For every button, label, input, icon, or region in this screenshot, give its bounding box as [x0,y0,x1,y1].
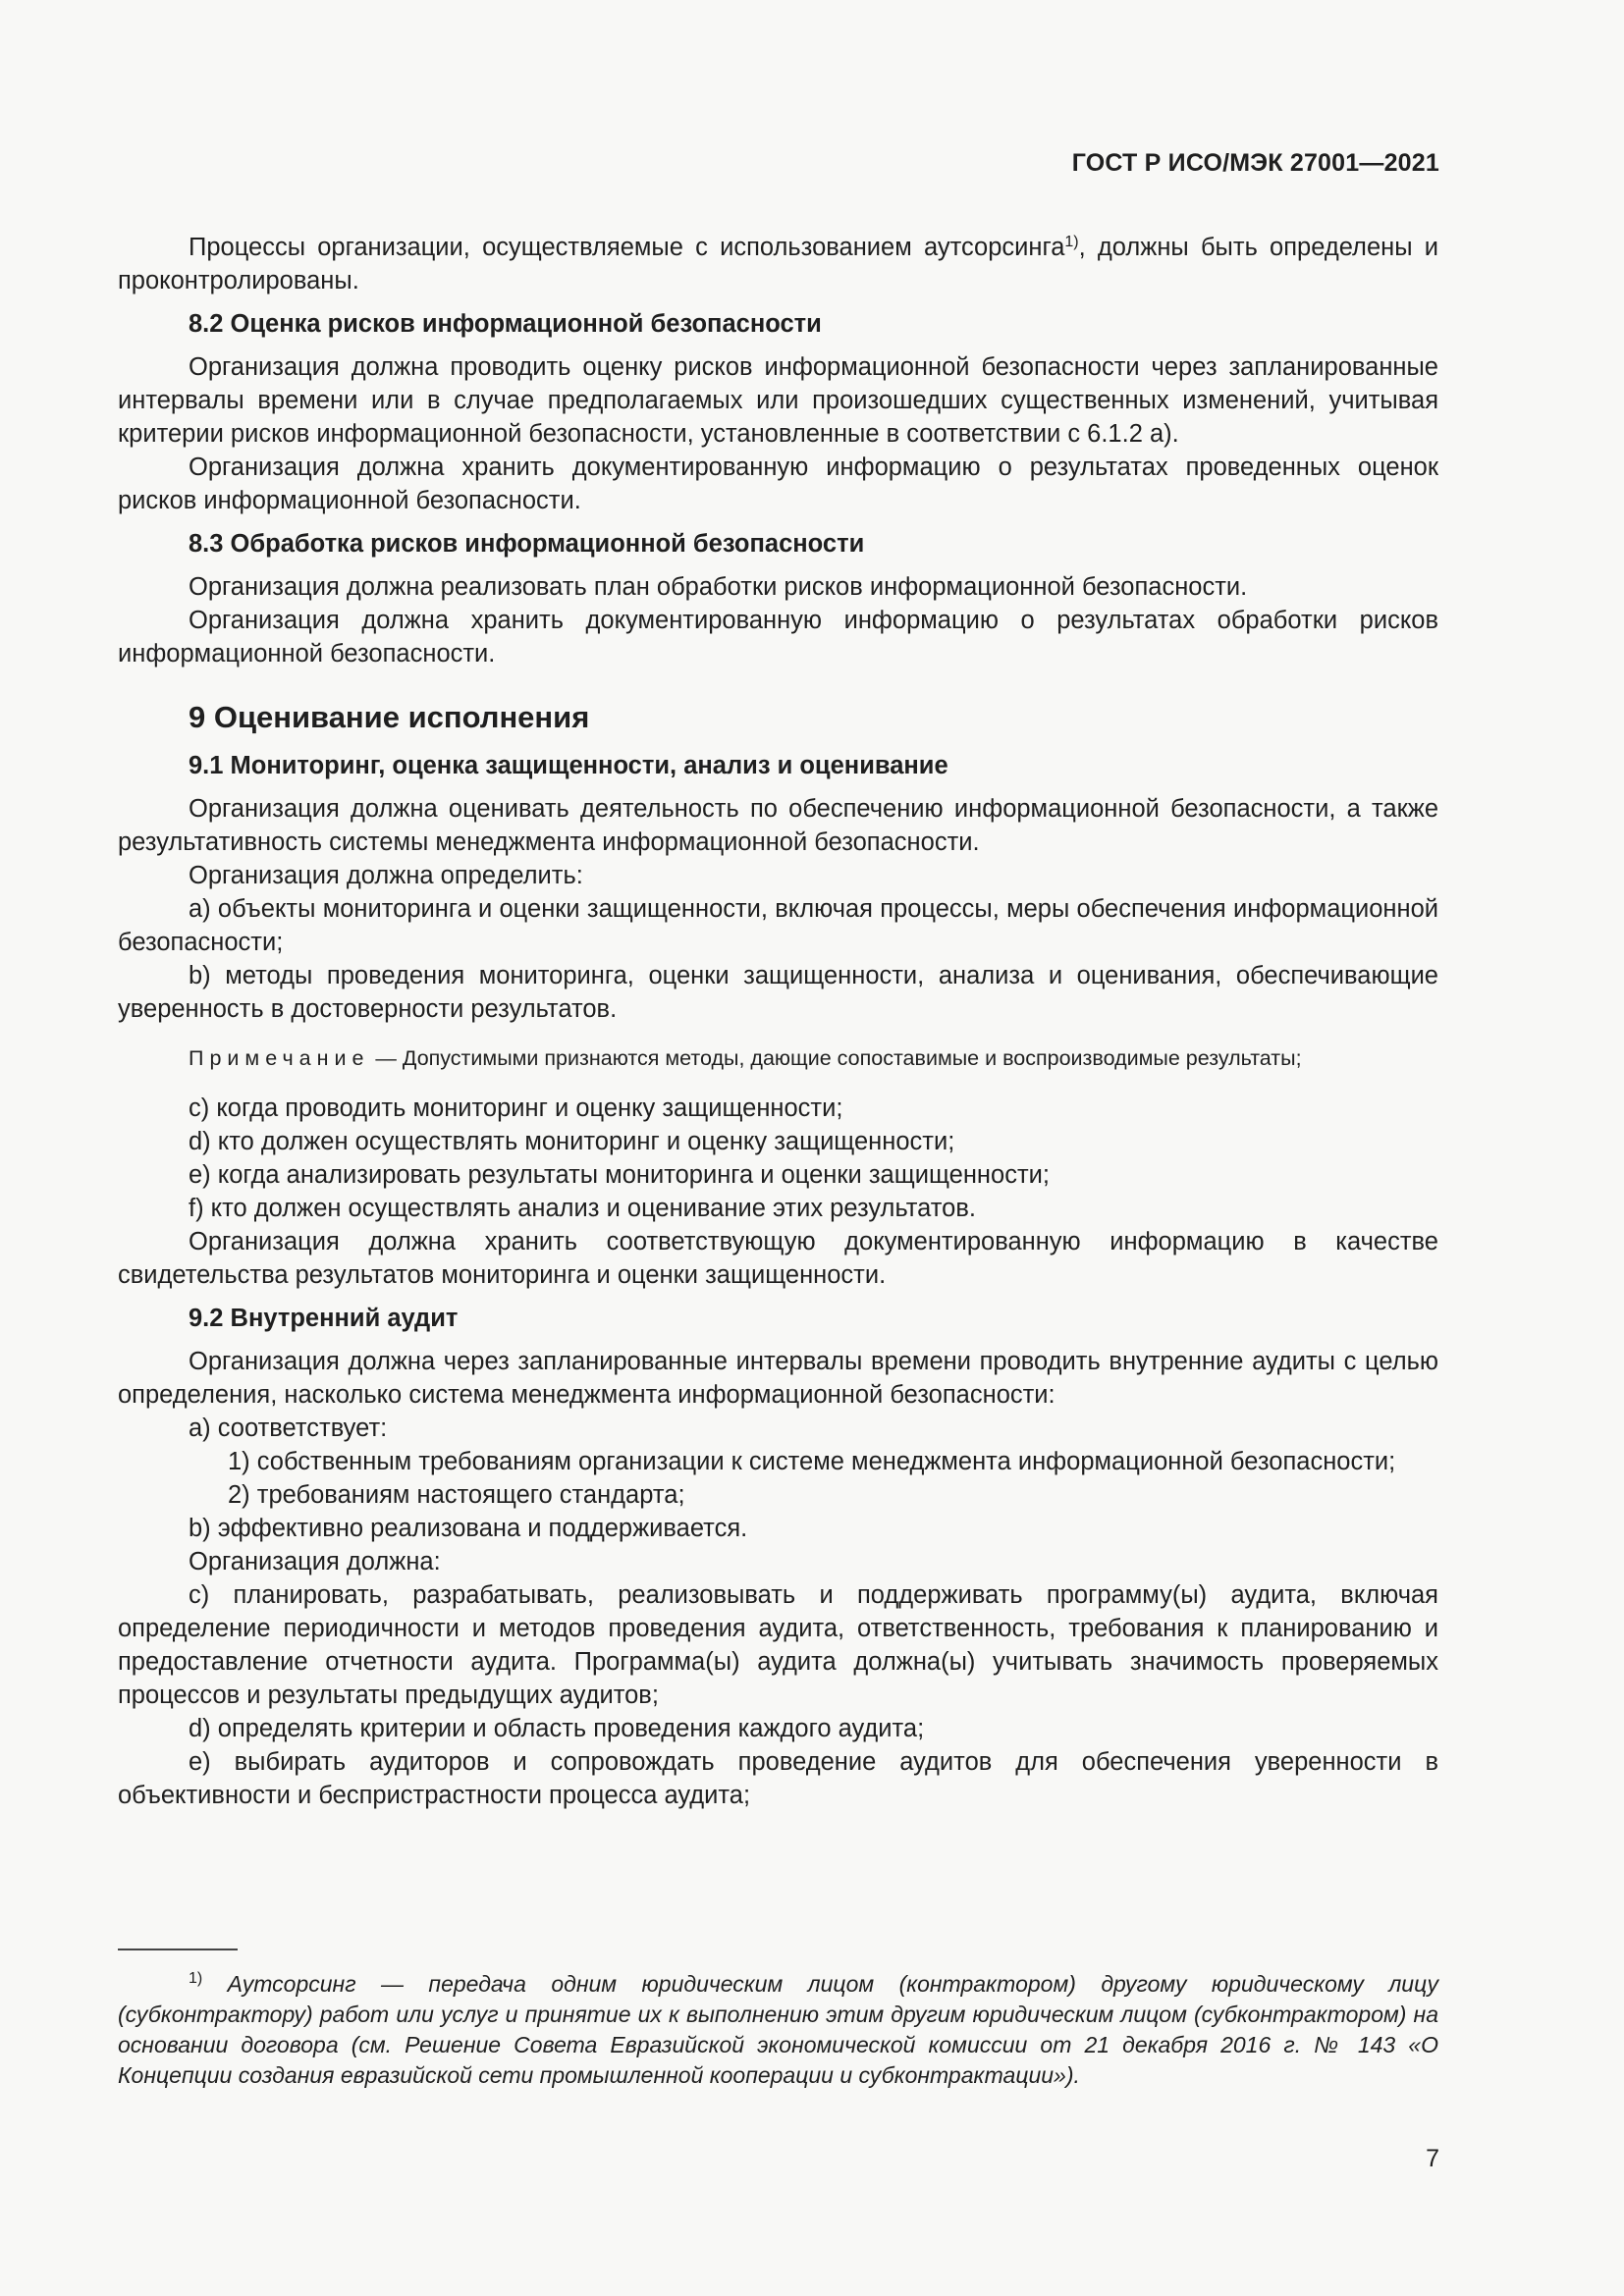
paragraph-8-2-1: Организация должна проводить оценку рисков информационной безопасности через запланированные интервалы времени или в случае предполагаемых или произошедших существенных изменений, учитывая критерии рисков информационной безопасности, установленные в соответствии с 6.1.2 а). [118,353,1438,448]
paragraph-text: Процессы организации, осуществляемые с использованием аутсорсинга [189,234,1065,261]
note-label: Примечание [189,1046,370,1070]
paragraph-9-1-2: Организация должна определить: [189,862,583,889]
list-item-9-2-b: b) эффективно реализована и поддерживается. [189,1515,748,1542]
section-heading-9-2: 9.2 Внутренний аудит [189,1305,459,1332]
note [118,1043,1438,1074]
note-text: — Допустимыми признаются методы, дающие сопоставимые и воспроизводимые результаты; [369,1046,1302,1070]
list-item-9-1-e: е) когда анализировать результаты мониторинга и оценки защищенности; [189,1161,1050,1189]
paragraph-8-2-2: Организация должна хранить документированную информацию о результатах проведенных оценок рисков информационной безопасности. [118,454,1438,514]
page-number: 7 [1426,2145,1439,2172]
section-heading-8-3: 8.3 Обработка рисков информационной безопасности [189,530,865,558]
list-item-9-1-c: с) когда проводить мониторинг и оценку защищенности; [189,1095,843,1122]
footnote-text: Аутсорсинг — передача одним юридическим лицом (контрактором) другому юридическому лицу (субконтрактору) работ или услуг и принятие их к выполнению этим другим юридическим лицом (субконтрактором) на основании договора (см. Решение Совета Евразийской экономической комиссии от 21 декабря 2016 г. № 143 «О Концепции создания евразийской сети промышленной кооперации и субконтрактации»). [118,1971,1438,2088]
list-subitem-9-2-a-1: 1) собственным требованиям организации к системе менеджмента информационной безопасности; [228,1448,1396,1475]
paragraph-9-2-1: Организация должна через запланированные интервалы времени проводить внутренние аудиты с целью определения, насколько система менеджмента информационной безопасности: [118,1348,1438,1409]
list-item-9-1-b: b) методы проведения мониторинга, оценки защищенности, анализа и оценивания, обеспечивающие уверенность в достоверности результатов. [118,962,1438,1023]
list-item-9-2-d: d) определять критерии и область проведения каждого аудита; [189,1715,925,1742]
list-item-9-2-a: а) соответствует: [189,1415,388,1442]
footnote-divider [118,1949,238,1950]
document-header: ГОСТ Р ИСО/МЭК 27001—2021 [1071,149,1439,177]
section-heading-8-2: 8.2 Оценка рисков информационной безопасности [189,310,822,338]
paragraph-9-2-2: Организация должна: [189,1548,441,1575]
list-item-9-1-a: а) объекты мониторинга и оценки защищенности, включая процессы, меры обеспечения информационной безопасности; [118,895,1438,956]
paragraph-8-3-1: Организация должна реализовать план обработки рисков информационной безопасности. [189,573,1248,601]
list-subitem-9-2-a-2: 2) требованиям настоящего стандарта; [228,1481,685,1509]
chapter-heading-9: 9 Оценивание исполнения [189,700,590,734]
footnote-ref[interactable]: 1) [1064,234,1079,250]
list-item-9-1-d: d) кто должен осуществлять мониторинг и оценку защищенности; [189,1128,955,1155]
section-heading-9-1: 9.1 Мониторинг, оценка защищенности, анализ и оценивание [189,752,948,779]
footnote-marker: 1) [189,1970,203,1987]
footnote [118,1963,1438,2091]
list-item-9-2-c: с) планировать, разрабатывать, реализовывать и поддерживать программу(ы) аудита, включая определение периодичности и методов проведения аудита, ответственность, требования к планированию и предоставление отчетности аудита. Программа(ы) аудита должна(ы) учитывать значимость проверяемых процессов и результаты предыдущих аудитов; [118,1581,1438,1709]
paragraph-outsourcing [118,226,1438,297]
list-item-9-1-f: f) кто должен осуществлять анализ и оценивание этих результатов. [189,1195,976,1222]
list-item-9-2-e: е) выбирать аудиторов и сопровождать проведение аудитов для обеспечения уверенности в объективности и беспристрастности процесса аудита; [118,1748,1438,1809]
paragraph-text: , должны быть определены и проконтролированы. [118,234,1438,294]
paragraph-8-3-2: Организация должна хранить документированную информацию о результатах обработки рисков информационной безопасности. [118,607,1438,667]
document-body [118,226,1438,1812]
paragraph-9-1-1: Организация должна оценивать деятельность по обеспечению информационной безопасности, а также результативность системы менеджмента информационной безопасности. [118,795,1438,856]
paragraph-9-1-3: Организация должна хранить соответствующую документированную информацию в качестве свидетельства результатов мониторинга и оценки защищенности. [118,1228,1438,1289]
